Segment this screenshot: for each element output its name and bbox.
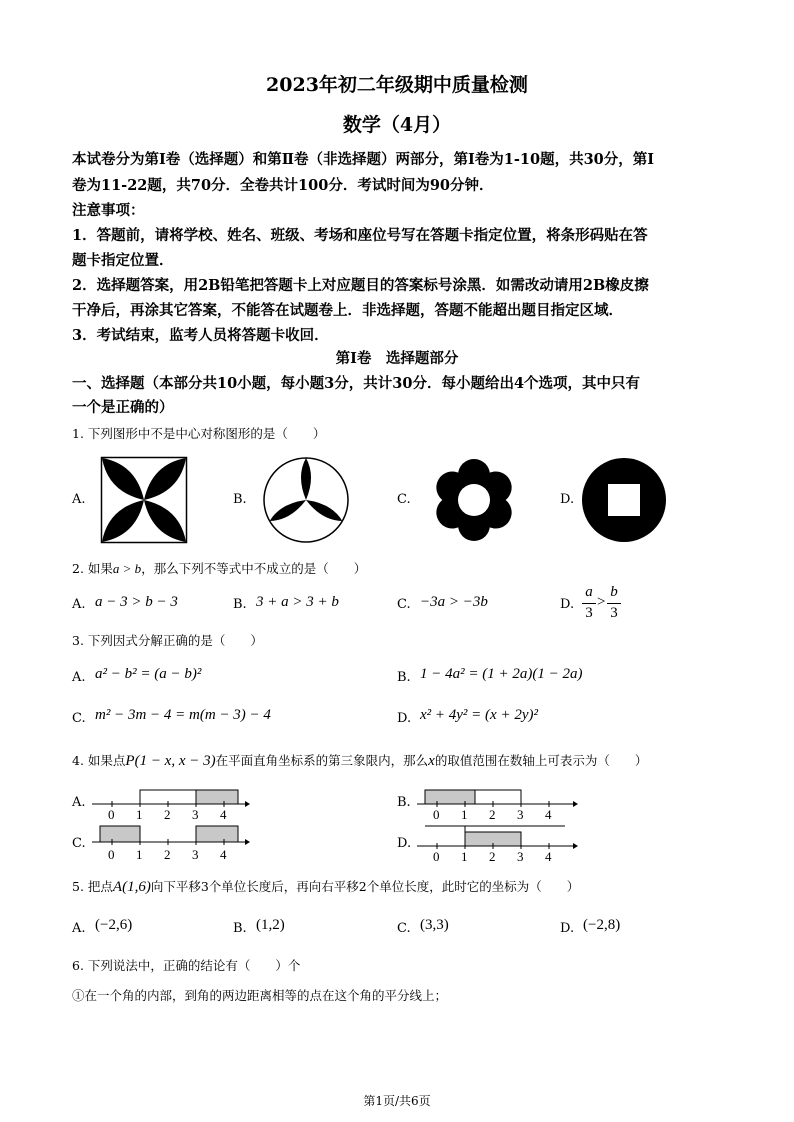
- q2-label-a: A.: [72, 597, 86, 612]
- exam-subtitle: 数学（4月）: [342, 114, 452, 136]
- q2-label-b: B.: [233, 597, 247, 612]
- page-footer: 第1页/共6页: [363, 1094, 431, 1108]
- q1-label-c: C.: [397, 492, 411, 507]
- q3-stem: 3. 下列因式分解正确的是（ ）: [72, 633, 263, 648]
- q3-option-a: a² − b² = (a − b)²: [95, 666, 202, 682]
- q2-stem: 2. 如果a > b，那么下列不等式中不成立的是（ ）: [72, 561, 367, 576]
- q3-label-a: A.: [72, 670, 86, 685]
- q5-option-c: (3,3): [420, 917, 449, 933]
- notice-1a: 1．答题前，请将学校、姓名、班级、考场和座位号写在答题卡指定位置，将条形码贴在答: [72, 227, 648, 244]
- q4-label-d: D.: [397, 836, 412, 851]
- q1-figure-a: [100, 456, 188, 544]
- q2-d-num-a: a: [585, 584, 593, 600]
- q1-label-b: B.: [233, 492, 247, 507]
- tick-label: 2: [164, 807, 171, 820]
- q4-stem: 4. 如果点P(1 − x, x − 3)在平面直角坐标系的第三象限内，那么x的取值范围在数轴上可表示为（ ）: [72, 753, 648, 769]
- notice-1b: 题卡指定位置．: [72, 252, 174, 269]
- q5-option-d: (−2,8): [583, 917, 621, 933]
- tick-label: 4: [545, 849, 552, 862]
- q5-stem: 5. 把点A(1,6)向下平移3个单位长度后，再向右平移2个单位长度，此时它的坐标为（ ）: [72, 879, 580, 895]
- tick-label: 4: [220, 807, 227, 820]
- q2-d-num-b: b: [610, 584, 618, 600]
- q1-figure-b: [262, 456, 350, 544]
- notice-2b: 干净后，再涂其它答案，不能答在试题卷上．非选择题，答题不能超出题目指定区域．: [72, 302, 623, 319]
- section-instruction-1: 一、选择题（本部分共10小题，每小题3分，共计30分．每小题给出4个选项，其中只有: [72, 375, 641, 392]
- notice-heading: 注意事项：: [72, 202, 145, 219]
- q5-label-a: A.: [72, 921, 86, 936]
- q6-item-1: ①在一个角的内部，到角的两边距离相等的点在这个角的平分线上；: [72, 988, 448, 1003]
- tick-label: 2: [489, 807, 496, 820]
- q3-label-c: C.: [72, 711, 86, 726]
- q5-label-b: B.: [233, 921, 247, 936]
- tick-label: 3: [192, 847, 199, 862]
- q4-label-c: C.: [72, 836, 86, 851]
- tick-label: 4: [545, 807, 552, 820]
- q5-label-c: C.: [397, 921, 411, 936]
- tick-label: 3: [517, 849, 524, 862]
- notice-3: 3．考试结束，监考人员将答题卡收回．: [72, 327, 329, 344]
- tick-label: 1: [461, 849, 468, 862]
- tick-label: 4: [220, 847, 227, 862]
- q3-label-d: D.: [397, 711, 412, 726]
- q1-label-a: A.: [72, 492, 86, 507]
- tick-label: 0: [108, 847, 115, 862]
- q1-label-d: D.: [560, 492, 575, 507]
- tick-label: 3: [192, 807, 199, 820]
- tick-label: 1: [136, 807, 143, 820]
- tick-label: 2: [489, 849, 496, 862]
- q1-stem: 1. 下列图形中不是中心对称图形的是（ ）: [72, 426, 326, 441]
- notice-2a: 2．选择题答案，用2B铅笔把答题卡上对应题目的答案标号涂黑．如需改动请用2B橡皮擦: [72, 277, 649, 294]
- q5-option-a: (−2,6): [95, 917, 133, 933]
- q2-d-den-b: 3: [610, 605, 618, 621]
- q2-d-den-a: 3: [585, 605, 593, 621]
- tick-label: 0: [433, 807, 440, 820]
- q2-d-gt: >: [597, 594, 606, 610]
- section-instruction-2: 一个是正确的）: [72, 399, 174, 416]
- q6-stem: 6. 下列说法中，正确的结论有（ ）个: [72, 958, 301, 973]
- q2-label-d: D.: [560, 597, 575, 612]
- q4-numberline-b: [415, 780, 580, 820]
- q4-label-b: B.: [397, 795, 411, 810]
- q2-d-fraction-bar-a: [582, 603, 596, 604]
- q4-numberline-d: [415, 822, 580, 862]
- q2-option-b: 3 + a > 3 + b: [256, 594, 339, 610]
- q2-d-fraction-bar-b: [607, 603, 621, 604]
- q5-option-b: (1,2): [256, 917, 285, 933]
- tick-label: 1: [136, 847, 143, 862]
- q4-numberline-c: [90, 822, 250, 862]
- q3-option-d: x² + 4y² = (x + 2y)²: [420, 707, 538, 723]
- tick-label: 1: [461, 807, 468, 820]
- q3-option-c: m² − 3m − 4 = m(m − 3) − 4: [95, 707, 271, 723]
- q1-figure-c: [430, 456, 518, 544]
- section-heading: 第Ⅰ卷 选择题部分: [335, 350, 459, 367]
- q5-label-d: D.: [560, 921, 575, 936]
- q2-option-a: a − 3 > b − 3: [95, 594, 178, 610]
- tick-label: 3: [517, 807, 524, 820]
- q4-numberline-a: [90, 780, 250, 820]
- q2-option-c: −3a > −3b: [420, 594, 488, 610]
- intro-line-1: 本试卷分为第Ⅰ卷（选择题）和第Ⅱ卷（非选择题）两部分，第Ⅰ卷为1-10题，共30分，第Ⅰ: [72, 151, 655, 168]
- exam-title: 2023年初二年级期中质量检测: [266, 74, 528, 96]
- tick-label: 0: [433, 849, 440, 862]
- tick-label: 2: [164, 847, 171, 862]
- q3-label-b: B.: [397, 670, 411, 685]
- q3-option-b: 1 − 4a² = (1 + 2a)(1 − 2a): [420, 666, 583, 682]
- q1-figure-d: [580, 456, 668, 544]
- intro-line-2: 卷为11-22题，共70分．全卷共计100分．考试时间为90分钟．: [72, 177, 494, 194]
- q2-label-c: C.: [397, 597, 411, 612]
- q4-label-a: A.: [72, 795, 86, 810]
- tick-label: 0: [108, 807, 115, 820]
